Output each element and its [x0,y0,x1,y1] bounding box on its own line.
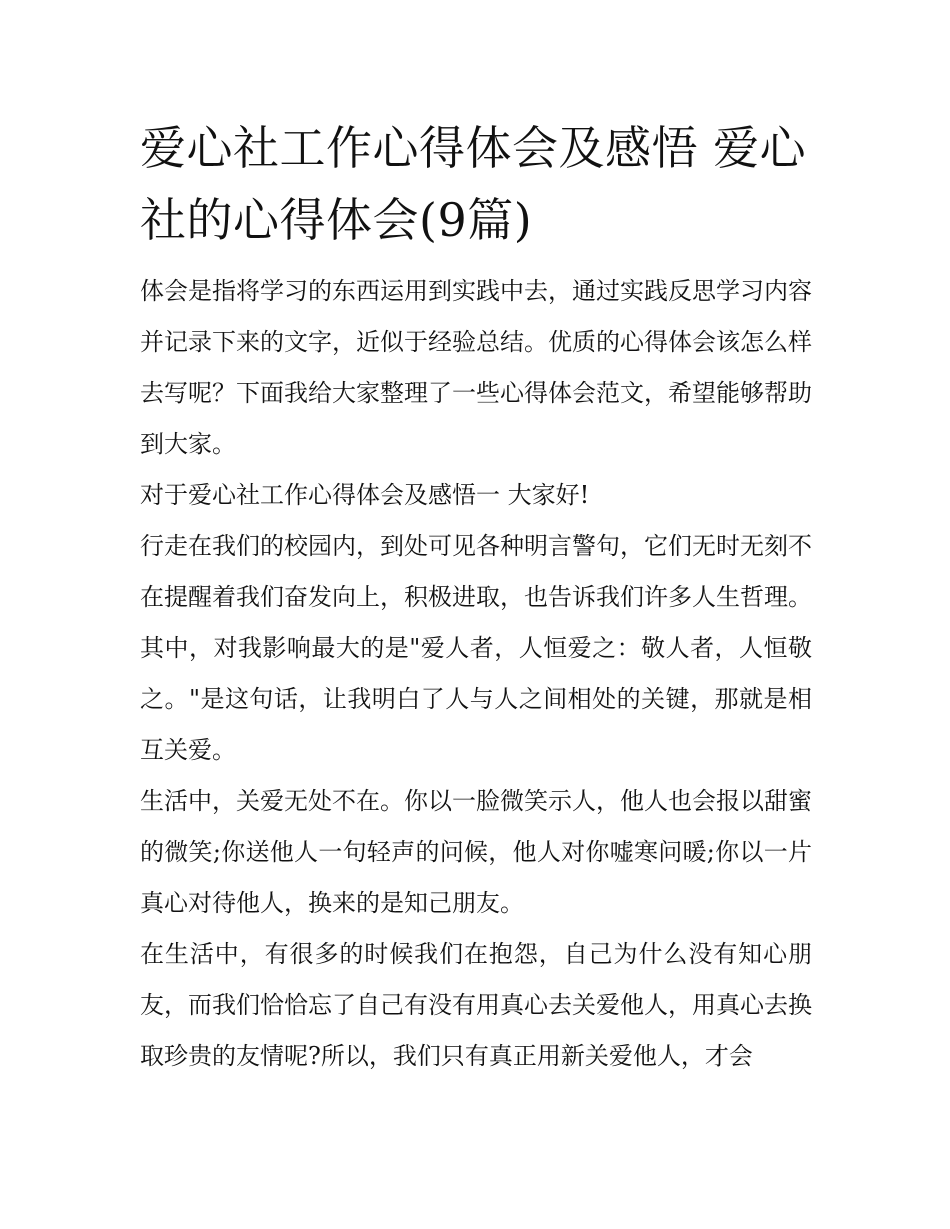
section-heading-paragraph: 对于爱心社工作心得体会及感悟一 大家好! [140,481,590,509]
body-paragraph: 在生活中，有很多的时候我们在抱怨，自己为什么没有知心朋友，而我们恰恰忘了自己有没有用真心去关爱他人，用真心去换取珍贵的友情呢?所以，我们只有真正用新关爱他人，才会 [140,940,812,1070]
intro-paragraph: 体会是指将学习的东西运用到实践中去，通过实践反思学习内容并记录下来的文字，近似于经验总结。优质的心得体会该怎么样去写呢？下面我给大家整理了一些心得体会范文，希望能够帮助到大家。 [140,277,812,458]
document-page [140,112,812,1082]
body-paragraph: 生活中，关爱无处不在。你以一脸微笑示人，他人也会报以甜蜜的微笑;你送他人一句轻声的问候，他人对你嘘寒问暖;你以一片真心对待他人，换来的是知己朋友。 [140,787,812,917]
document-title: 爱心社工作心得体会及感悟 爱心社的心得体会(9篇) [140,121,807,247]
body-paragraph: 行走在我们的校园内，到处可见各种明言警句，它们无时无刻不在提醒着我们奋发向上，积极进取，也告诉我们许多人生哲理。其中，对我影响最大的是"爱人者，人恒爱之：敬人者，人恒敬之。"是这句话，让我明白了人与人之间相处的关键，那就是相互关爱。 [140,532,812,764]
